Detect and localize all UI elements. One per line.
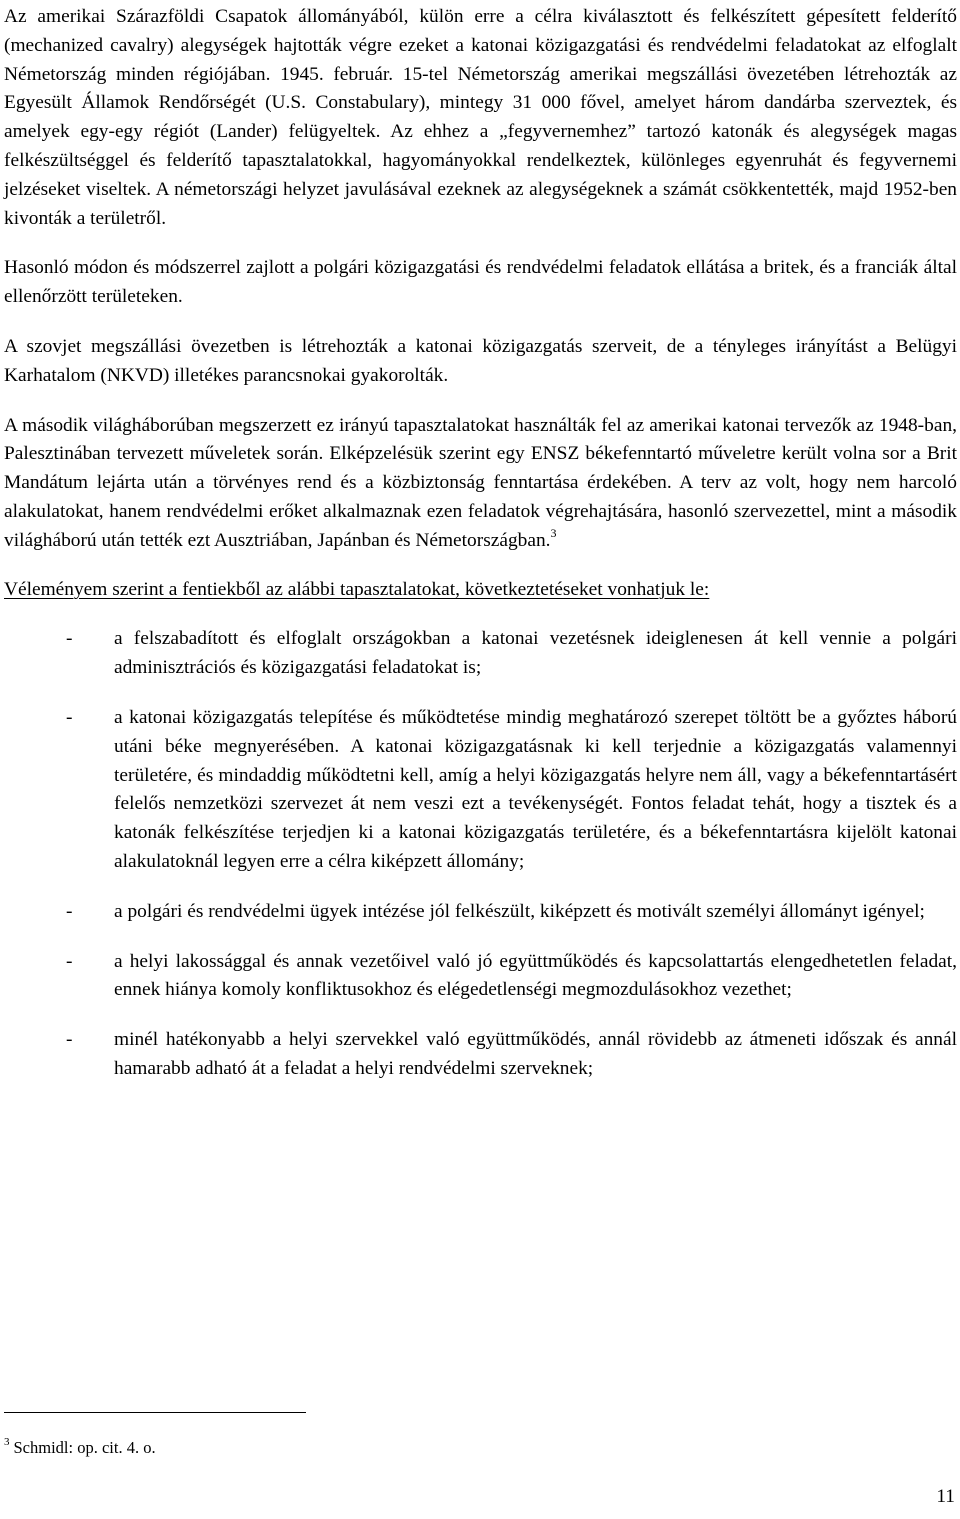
list-item bbox=[4, 948, 957, 1006]
list-item bbox=[4, 1026, 957, 1084]
list-dash: - bbox=[66, 1029, 73, 1051]
paragraph-british-french: Hasonló módon és módszerrel zajlott a polgári közigazgatási és rendvédelmi feladatok ellátása a britek, és a franciák által ellenőrzött területeken. bbox=[4, 257, 957, 308]
list-item-text: minél hatékonyabb a helyi szervekkel való együttműködés, annál rövidebb az átmeneti időszak és annál hamarabb adható át a feladat a helyi rendvédelmi szerveknek; bbox=[114, 1029, 957, 1079]
list-dash: - bbox=[66, 950, 73, 972]
conclusions-list bbox=[4, 625, 957, 1083]
page-number: 11 bbox=[936, 1486, 955, 1507]
list-item-text: a katonai közigazgatás telepítése és működtetése mindig meghatározó szerepet töltött be a győztes háború utáni béke megnyerésében. A katonai közigazgatásnak ki kell terjednie a közigazgatás valamennyi területére, és mindaddig működtetni kell, amíg a helyi közigazgatás helyre nem áll, vagy a békefenntartásért felelős nemzetközi szervezet át nem veszi ezt a tevékenységét. Fontos feladat tehát, hogy a tisztek és a katonák felkészítése terjedjen ki a katonai közigazgatás területére, és a békefenntartásra kijelölt katonai alakulatoknál legyen erre a célra kiképzett állomány; bbox=[114, 706, 957, 872]
footnote-number: 3 bbox=[4, 1436, 10, 1448]
footnote-separator bbox=[4, 1412, 306, 1413]
list-dash: - bbox=[66, 900, 73, 922]
paragraph-soviet-zone: A szovjet megszállási övezetben is létrehozták a katonai közigazgatás szerveit, de a tényleges irányítást a Belügyi Karhatalom (NKVD) illetékes parancsnokai gyakorolták. bbox=[4, 335, 957, 386]
paragraph-palestine-text: A második világháborúban megszerzett ez irányú tapasztalatokat használták fel az amerikai katonai tervezők az 1948-ban, Palesztinában tervezett műveletek során. Elképzelésük szerint egy ENSZ békefenntartó műveletre került volna sor a Brit Mandátum lejárta után a törvényes rend és a közbiztonság fenntartása érdekében. A terv az volt, hogy nem harcoló alakulatokat, hanem rendvédelmi erőket alkalmaznak ezen feladatok végrehajtására, hasonló szervezettel, mint a második világháború után tették ezt Ausztriában, Japánban és Németországban. bbox=[4, 414, 957, 551]
list-dash: - bbox=[66, 628, 73, 650]
conclusions-heading: Véleményem szerint a fentiekből az alábbi tapasztalatokat, következtetéseket vonhatjuk le: bbox=[4, 578, 710, 600]
body-text bbox=[4, 3, 957, 1084]
list-item-text: a helyi lakossággal és annak vezetőivel való jó együttműködés és kapcsolattartás elengedhetetlen feladat, ennek hiánya komoly konfliktusokhoz és elégedetlenségi megmozdulásokhoz vezethet; bbox=[114, 950, 957, 1001]
paragraph-palestine bbox=[4, 412, 957, 556]
list-item-text: a felszabadított és elfoglalt országokban a katonai vezetésnek ideiglenesen át kell vennie a polgári adminisztrációs és közigazgatási feladatokat is; bbox=[114, 628, 957, 679]
list-dash: - bbox=[66, 706, 73, 728]
footnote-text: Schmidl: op. cit. 4. o. bbox=[13, 1438, 156, 1457]
list-item bbox=[4, 898, 957, 927]
footnote-reference[interactable]: 3 bbox=[550, 525, 557, 540]
list-item bbox=[4, 704, 957, 877]
list-item-text: a polgári és rendvédelmi ügyek intézése jól felkészült, kiképzett és motivált személyi állományt igényel; bbox=[114, 900, 925, 922]
list-item bbox=[4, 625, 957, 683]
paragraph-constabulary: Az amerikai Szárazföldi Csapatok állományából, külön erre a célra kiválasztott és felkészített gépesített felderítő (mechanized cavalry) alegységek hajtották végre ezeket a katonai közigazgatási és rendvédelmi feladatokat az elfoglalt Németország minden régiójában. 1945. február. 15-tel Németország amerikai megszállási övezetében létrehozták az Egyesült Államok Rendőrségét (U.S. Constabulary), mintegy 31 000 fővel, amelyet három dandárba szerveztek, és amelyek egy-egy régiót (Lander) felügyeltek. Az ehhez a „fegyvernemhez” tartozó katonák és alegységek magas felkészültséggel és felderítő tapasztalatokkal, hagyományokkal rendelkeztek, különleges egyenruhát és fegyvernemi jelzéseket viseltek. A németországi helyzet javulásával ezeknek az alegységeknek a számát csökkentették, majd 1952-ben kivonták a területről. bbox=[4, 6, 957, 229]
footnote bbox=[4, 1437, 156, 1459]
